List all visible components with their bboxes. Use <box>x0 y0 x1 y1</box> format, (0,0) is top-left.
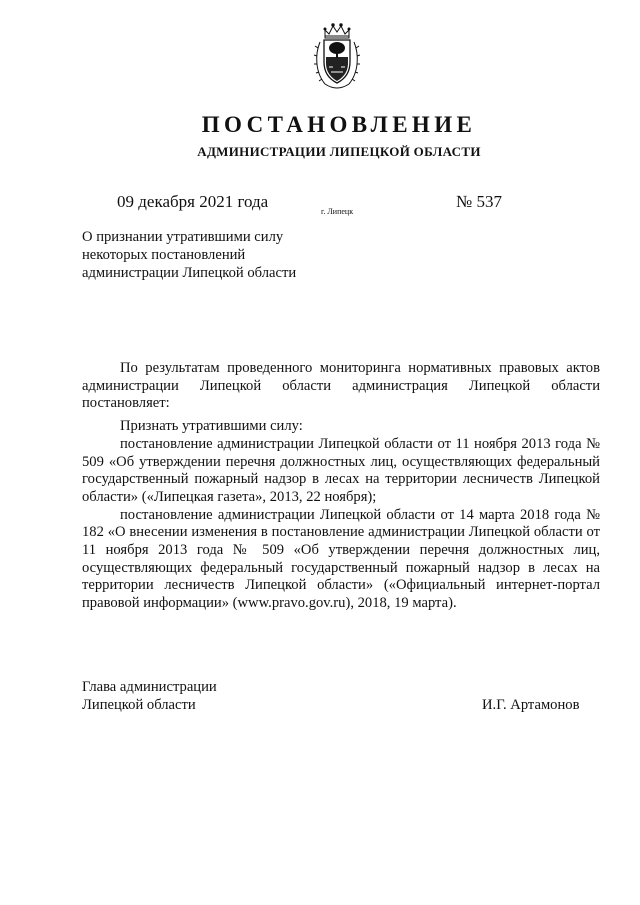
body-paragraph: постановление администрации Липецкой области от 14 марта 2018 года № 182 «О внесении изменения в постановление администрации Липецкой области от 11 ноября 2013 года № 509 «Об утверждении перечня должностных лиц, осуществляющих федеральный государственный пожарный надзор в лесах на территории лесничеств Липецкой области» («Официальный интернет-портал правовой информации» (www.pravo.gov.ru), 2018, 19 марта). <box>82 506 600 612</box>
body-paragraph: постановление администрации Липецкой области от 11 ноября 2013 года № 509 «Об утверждении перечня должностных лиц, осуществляющих федеральный государственный пожарный надзор в лесах на территории лесничеств Липецкой области» («Липецкая газета», 2013, 22 ноября); <box>82 435 600 505</box>
document-body <box>82 360 600 613</box>
body-paragraph: Признать утратившими силу: <box>120 418 303 435</box>
document-city: г. Липецк <box>321 207 354 216</box>
signatory-position <box>82 678 217 714</box>
document-number: № 537 <box>456 192 502 211</box>
document-subtitle: АДМИНИСТРАЦИИ ЛИПЕЦКОЙ ОБЛАСТИ <box>197 144 481 159</box>
document-date: 09 декабря 2021 года <box>117 192 269 211</box>
signatory-position-line: Глава администрации <box>82 679 217 695</box>
signatory-position-line: Липецкой области <box>82 697 196 713</box>
coat-of-arms-icon <box>313 22 361 94</box>
document-title: ПОСТАНОВЛЕНИЕ <box>201 112 477 137</box>
subject-line: администрации Липецкой области <box>82 265 297 281</box>
body-paragraph: По результатам проведенного мониторинга нормативных правовых актов администрации Липецкой области администрация Липецкой области постановляет: <box>82 360 600 412</box>
signatory-name: И.Г. Артамонов <box>482 697 580 713</box>
subject-line: некоторых постановлений <box>82 247 246 263</box>
document-subject <box>82 228 342 282</box>
subject-line: О признании утратившими силу <box>82 229 284 245</box>
